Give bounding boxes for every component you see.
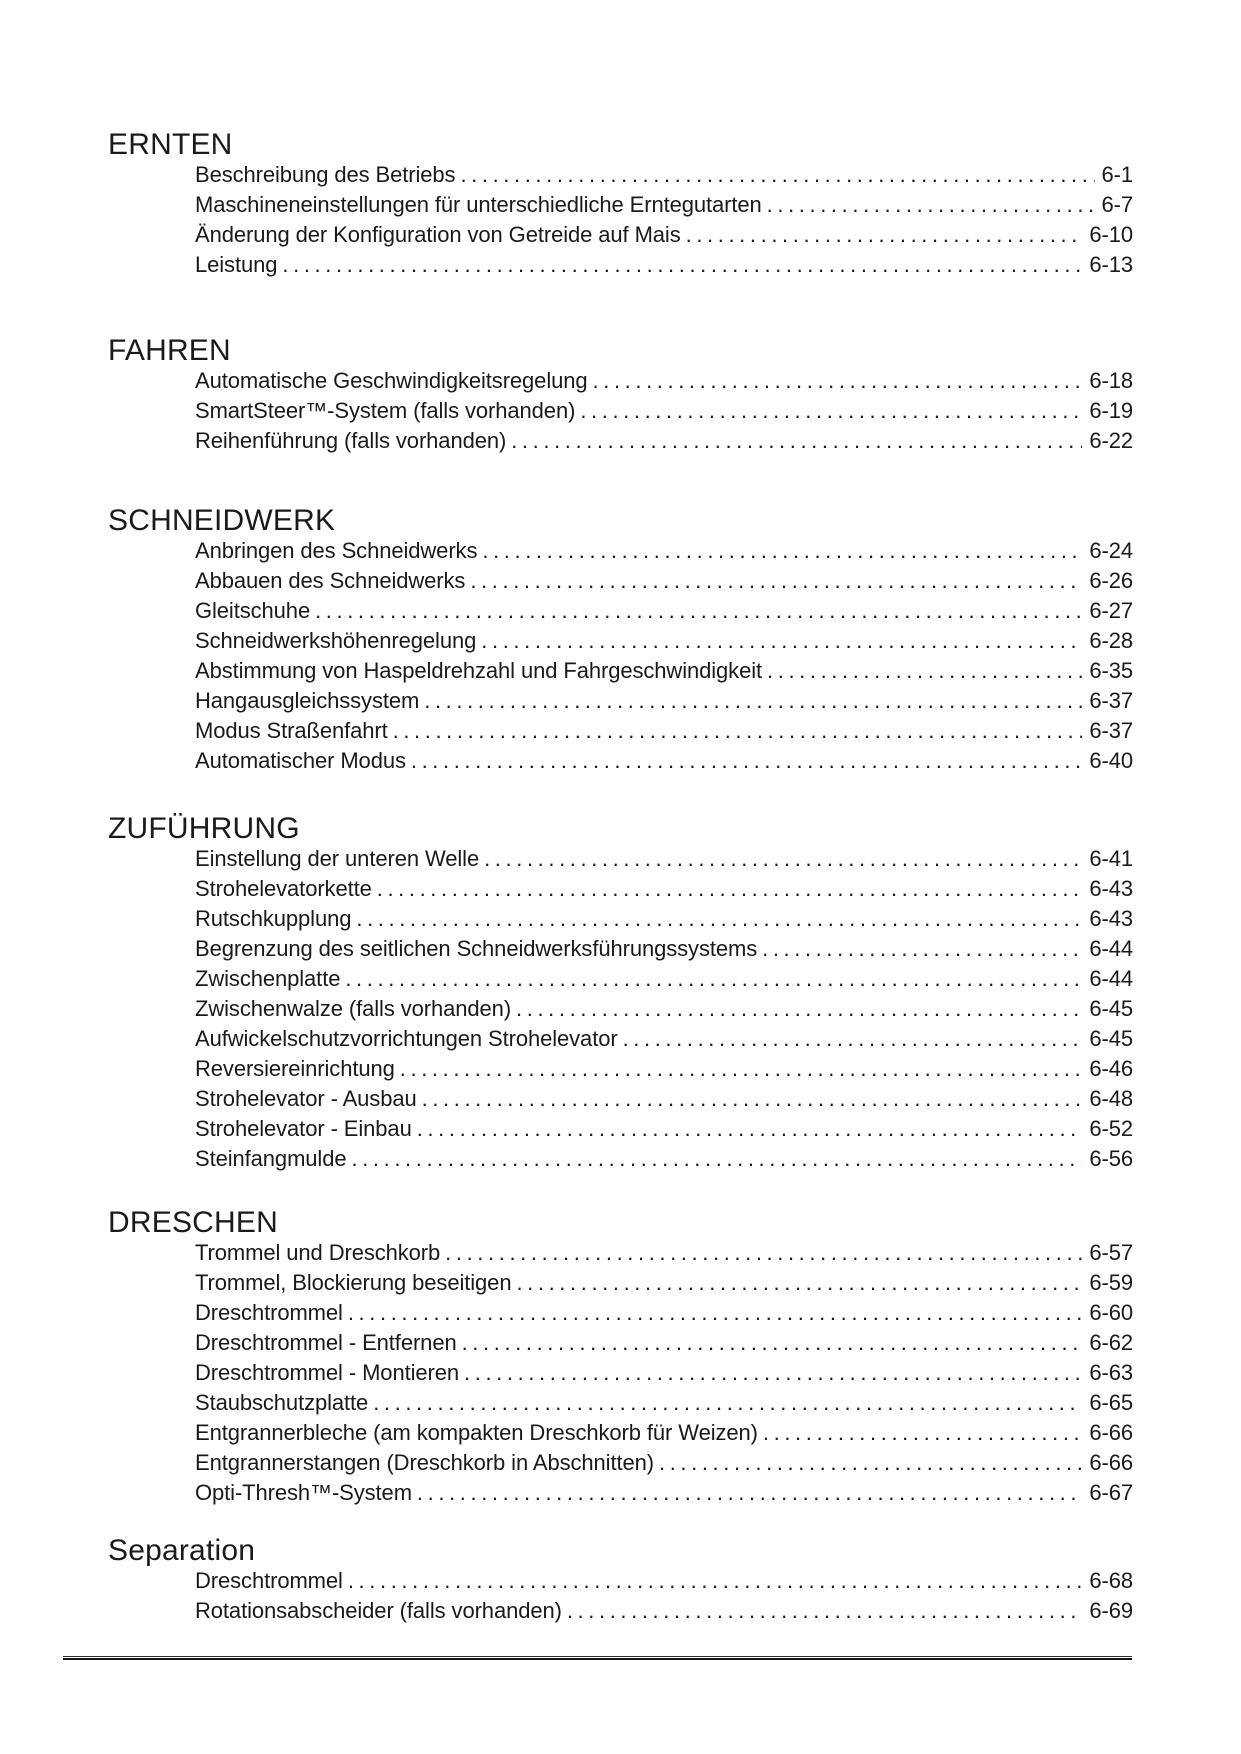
toc-row	[195, 1478, 1133, 1508]
dot-leader	[567, 1596, 1083, 1626]
toc-section	[0, 1208, 1241, 1508]
entry-label: Aufwickelschutzvorrichtungen Strohelevator	[195, 1026, 618, 1051]
page-number: 6-18	[1089, 368, 1133, 393]
toc-row	[195, 656, 1133, 686]
toc-section	[0, 814, 1241, 1174]
page-number: 6-45	[1089, 996, 1133, 1021]
entry-label: Beschreibung des Betriebs	[195, 162, 456, 187]
entry-label: Einstellung der unteren Welle	[195, 846, 480, 871]
toc-row	[195, 1418, 1133, 1448]
dot-leader	[424, 686, 1082, 716]
dot-leader	[593, 366, 1083, 396]
toc-section	[0, 506, 1241, 776]
toc-row	[195, 1054, 1133, 1084]
page-number: 6-22	[1089, 428, 1133, 453]
page-number: 6-45	[1089, 1026, 1133, 1051]
dot-leader	[393, 716, 1083, 746]
toc-row	[195, 1144, 1133, 1174]
dot-leader	[686, 220, 1083, 250]
toc-section-rows	[195, 366, 1133, 456]
toc-row	[195, 366, 1133, 396]
entry-label: Dreschtrommel - Montieren	[195, 1360, 460, 1385]
entry-label: Dreschtrommel	[195, 1300, 343, 1325]
section-title: DRESCHEN	[108, 1206, 278, 1239]
toc-row	[195, 566, 1133, 596]
toc-row	[195, 934, 1133, 964]
page-number: 6-65	[1089, 1390, 1133, 1415]
dot-leader	[377, 874, 1083, 904]
entry-label: Abbauen des Schneidwerks	[195, 568, 466, 593]
toc-row	[195, 160, 1133, 190]
toc-row	[195, 1024, 1133, 1054]
dot-leader	[623, 1024, 1083, 1054]
entry-label: Änderung der Konfiguration von Getreide auf Mais	[195, 222, 681, 247]
page-number: 6-10	[1089, 222, 1133, 247]
page-number: 6-46	[1089, 1056, 1133, 1081]
toc-row	[195, 1084, 1133, 1114]
dot-leader	[659, 1448, 1082, 1478]
dot-leader	[482, 536, 1082, 566]
page-number: 6-7	[1101, 192, 1133, 217]
entry-label: Strohelevator - Einbau	[195, 1116, 412, 1141]
toc-row	[195, 1388, 1133, 1418]
page-number: 6-63	[1089, 1360, 1133, 1385]
page-number: 6-19	[1089, 398, 1133, 423]
toc-row	[195, 426, 1133, 456]
section-title: FAHREN	[108, 334, 231, 367]
dot-leader	[315, 596, 1082, 626]
dot-leader	[462, 1328, 1083, 1358]
toc-row	[195, 746, 1133, 776]
toc-row	[195, 964, 1133, 994]
toc-section-rows	[195, 536, 1133, 776]
toc-section-rows	[195, 1566, 1133, 1626]
page-number: 6-60	[1089, 1300, 1133, 1325]
entry-label: Entgrannerstangen (Dreschkorb in Abschnitten)	[195, 1450, 654, 1475]
entry-label: Reihenführung (falls vorhanden)	[195, 428, 507, 453]
entry-label: Staubschutzplatte	[195, 1390, 369, 1415]
dot-leader	[580, 396, 1082, 426]
page-number: 6-59	[1089, 1270, 1133, 1295]
dot-leader	[373, 1388, 1082, 1418]
toc-row	[195, 1566, 1133, 1596]
dot-leader	[767, 190, 1095, 220]
page-number: 6-66	[1089, 1420, 1133, 1445]
page-number: 6-52	[1089, 1116, 1133, 1141]
dot-leader	[356, 904, 1082, 934]
toc-row	[195, 1328, 1133, 1358]
toc-row	[195, 1238, 1133, 1268]
dot-leader	[516, 1268, 1082, 1298]
entry-label: Begrenzung des seitlichen Schneidwerksführungssystems	[195, 936, 758, 961]
toc-row	[195, 1268, 1133, 1298]
dot-leader	[511, 426, 1082, 456]
page-number: 6-28	[1089, 628, 1133, 653]
entry-label: Steinfangmulde	[195, 1146, 347, 1171]
entry-label: Leistung	[195, 252, 278, 277]
page-number: 6-27	[1089, 598, 1133, 623]
dot-leader	[351, 1144, 1082, 1174]
toc-row	[195, 190, 1133, 220]
page-number: 6-66	[1089, 1450, 1133, 1475]
toc-row	[195, 396, 1133, 426]
entry-label: SmartSteer™-System (falls vorhanden)	[195, 398, 576, 423]
page-number: 6-43	[1089, 906, 1133, 931]
toc-row	[195, 1298, 1133, 1328]
entry-label: Schneidwerkshöhenregelung	[195, 628, 477, 653]
section-title: Separation	[108, 1534, 256, 1567]
dot-leader	[481, 626, 1082, 656]
toc-row	[195, 844, 1133, 874]
entry-label: Opti-Thresh™-System	[195, 1480, 412, 1505]
page-number: 6-40	[1089, 748, 1133, 773]
toc-row	[195, 1596, 1133, 1626]
toc-row	[195, 686, 1133, 716]
page-number: 6-62	[1089, 1330, 1133, 1355]
page-number: 6-1	[1101, 162, 1133, 187]
dot-leader	[516, 994, 1082, 1024]
page-number: 6-43	[1089, 876, 1133, 901]
toc-row	[195, 874, 1133, 904]
page-number: 6-67	[1089, 1480, 1133, 1505]
toc-section	[0, 130, 1241, 280]
page-number: 6-26	[1089, 568, 1133, 593]
entry-label: Strohelevatorkette	[195, 876, 372, 901]
page-number: 6-41	[1089, 846, 1133, 871]
toc-section-rows	[195, 1238, 1133, 1508]
dot-leader	[763, 1418, 1082, 1448]
dot-leader	[445, 1238, 1082, 1268]
entry-label: Rotationsabscheider (falls vorhanden)	[195, 1598, 562, 1623]
dot-leader	[762, 934, 1082, 964]
dot-leader	[282, 250, 1082, 280]
dot-leader	[417, 1114, 1083, 1144]
toc-row	[195, 716, 1133, 746]
entry-label: Trommel und Dreschkorb	[195, 1240, 441, 1265]
page-number: 6-68	[1089, 1568, 1133, 1593]
dot-leader	[470, 566, 1082, 596]
page-number: 6-57	[1089, 1240, 1133, 1265]
page-number: 6-37	[1089, 718, 1133, 743]
entry-label: Automatischer Modus	[195, 748, 406, 773]
entry-label: Hangausgleichssystem	[195, 688, 420, 713]
section-title: ERNTEN	[108, 128, 233, 161]
dot-leader	[460, 160, 1094, 190]
toc-section-rows	[195, 160, 1133, 280]
toc-row	[195, 536, 1133, 566]
dot-leader	[400, 1054, 1083, 1084]
entry-label: Zwischenwalze (falls vorhanden)	[195, 996, 512, 1021]
toc-section-rows	[195, 844, 1133, 1174]
page-number: 6-69	[1089, 1598, 1133, 1623]
dot-leader	[345, 964, 1082, 994]
section-title: ZUFÜHRUNG	[108, 812, 300, 845]
toc-section	[0, 1536, 1241, 1626]
toc-row	[195, 220, 1133, 250]
entry-label: Abstimmung von Haspeldrehzahl und Fahrgeschwindigkeit	[195, 658, 763, 683]
entry-label: Modus Straßenfahrt	[195, 718, 388, 743]
section-title: SCHNEIDWERK	[108, 504, 336, 537]
dot-leader	[417, 1478, 1082, 1508]
page-number: 6-44	[1089, 966, 1133, 991]
page-number: 6-44	[1089, 936, 1133, 961]
toc-row	[195, 904, 1133, 934]
toc-row	[195, 1448, 1133, 1478]
entry-label: Zwischenplatte	[195, 966, 341, 991]
entry-label: Automatische Geschwindigkeitsregelung	[195, 368, 588, 393]
page-number: 6-56	[1089, 1146, 1133, 1171]
dot-leader	[411, 746, 1082, 776]
entry-label: Trommel, Blockierung beseitigen	[195, 1270, 512, 1295]
dot-leader	[767, 656, 1082, 686]
dot-leader	[484, 844, 1082, 874]
entry-label: Dreschtrommel	[195, 1568, 343, 1593]
toc-section	[0, 336, 1241, 456]
toc-row	[195, 250, 1133, 280]
toc-row	[195, 1114, 1133, 1144]
entry-label: Rutschkupplung	[195, 906, 352, 931]
entry-label: Entgrannerbleche (am kompakten Dreschkorb für Weizen)	[195, 1420, 758, 1445]
dot-leader	[348, 1566, 1083, 1596]
entry-label: Anbringen des Schneidwerks	[195, 538, 478, 563]
page-number: 6-48	[1089, 1086, 1133, 1111]
page-number: 6-35	[1089, 658, 1133, 683]
page-number: 6-37	[1089, 688, 1133, 713]
dot-leader	[422, 1084, 1083, 1114]
dot-leader	[348, 1298, 1083, 1328]
entry-label: Maschineneinstellungen für unterschiedliche Erntegutarten	[195, 192, 762, 217]
footer-rule	[63, 1656, 1132, 1660]
toc-row	[195, 596, 1133, 626]
page-number: 6-24	[1089, 538, 1133, 563]
page-number: 6-13	[1089, 252, 1133, 277]
dot-leader	[464, 1358, 1082, 1388]
toc-row	[195, 994, 1133, 1024]
entry-label: Strohelevator - Ausbau	[195, 1086, 417, 1111]
entry-label: Gleitschuhe	[195, 598, 311, 623]
entry-label: Reversiereinrichtung	[195, 1056, 395, 1081]
entry-label: Dreschtrommel - Entfernen	[195, 1330, 457, 1355]
toc-row	[195, 626, 1133, 656]
toc-row	[195, 1358, 1133, 1388]
